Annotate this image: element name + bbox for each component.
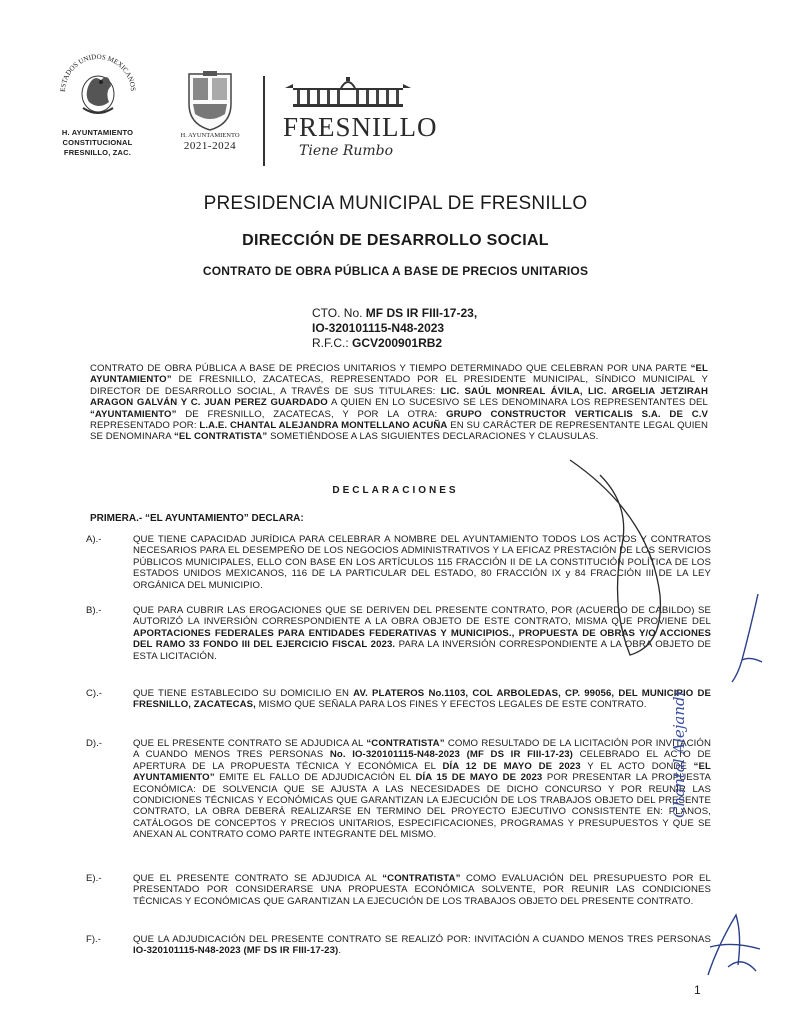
- coat-of-arms-logo: [40, 42, 155, 158]
- clause-text-part: QUE TIENE CAPACIDAD JURÍDICA PARA CELEBRAR A NOMBRE DEL AYUNTAMIENTO TODOS LOS ACTOS Y CONTRATOS NECESARIOS PARA EL DESEMPEÑO DE LOS NEGOCIOS ADMINISTRATIVOS Y LA EFICAZ PRESTACIÓN DE LOS SERVICIOS PÚBLICOS MUNICIPALES, ELLO CON BASE EN LOS ARTÍCULOS 115 FRACCIÓN II DE LA CONSTITUCIÓN POLÍTICA DE LOS ESTADOS UNIDOS MEXICANOS, 116 DE LA PARTICULAR DEL ESTADO, 80 FRACCIÓN IX y 84 FRACCIÓN III DE LA LEY ORGÁNICA DEL MUNICIPIO.: [133, 534, 711, 591]
- handwritten-signature-icon: [666, 690, 692, 820]
- title-contrato: CONTRATO DE OBRA PÚBLICA A BASE DE PRECIOS UNITARIOS: [202, 264, 589, 278]
- clause-label: D).-: [86, 738, 102, 749]
- header-divider: [263, 76, 265, 166]
- clause-text-part: POR PRESENTAR LA PROPUESTA ECONÓMICA: DE SOLVENCIA QUE SE AJUSTA A LAS NECESIDADES DE DICHO CONCURSO Y POR REUNIR LAS CONDICIONES TÉCNICAS Y ECONÓMICAS QUE GARANTIZAN LA EJECUCIÓN DE LOS TRABAJOS OBJETO DEL PRESENTE CONTRATO, LA OBRA DEBERÁ REALIZARSE EN TERMINO DEL PROYECTO EJECUTIVO CONSISTENTE EN: PLANOS, CATÁLOGOS DE CONCEPTOS Y PRECIOS UNITARIOS, ESPECIFICACIONES, PROGRAMAS Y PRESUPUESTOS Y QUE SE ANEXAN AL CONTRATO COMO PARTE INTEGRANTE DEL MISMO.: [133, 772, 711, 841]
- clause-text-part: COMO RESULTADO DE LA LICITACIÓN POR INVITACIÓN A CUANDO MENOS TRES PERSONAS: [133, 738, 711, 761]
- primera-heading: PRIMERA.- “EL AYUNTAMIENTO” DECLARA:: [90, 513, 304, 524]
- intro-bold: “EL AYUNTAMIENTO”: [90, 363, 708, 386]
- clause-label: A).-: [86, 534, 102, 545]
- intro-text: REPRESENTADO POR:: [90, 420, 200, 432]
- intro-text: DE FRESNILLO, ZACATECAS, Y POR LA OTRA:: [176, 408, 447, 420]
- clause-text-part: QUE LA ADJUDICACIÓN DEL PRESENTE CONTRATO SE REALIZÓ POR: INVITACIÓN A CUANDO MENOS TRES PERSONAS: [133, 934, 711, 945]
- clause-text-part: PARA LA INVERSIÓN CORRESPONDIENTE A LA OBRA OBJETO DE ESTA LICITACIÓN.: [133, 639, 711, 662]
- clause-text-part: COMO EVALUACIÓN DEL PRESUPUESTO POR EL PRESENTADO POR CONSIDERARSE UNA PROPUESTA ECONÓMICA SOLVENTE, POR REUNIR LAS CONDICIONES TÉCNICAS Y ECONÓMICAS QUE GARANTIZAN LA EJECUCIÓN DE LOS TRABAJOS OBJETO DEL PRESENTE CONTRATO.: [133, 873, 711, 907]
- declaraciones-heading: DECLARACIONES: [332, 485, 459, 496]
- rfc-value: GCV200901RB2: [352, 336, 443, 350]
- eagle-seal-icon: [53, 42, 143, 122]
- logo2-caption: H. AYUNTAMIENTO: [180, 132, 240, 139]
- title-presidencia: PRESIDENCIA MUNICIPAL DE FRESNILLO: [203, 193, 588, 214]
- page-number: 1: [694, 983, 701, 997]
- brand-tagline: Tiene Rumbo: [299, 143, 394, 159]
- clause-text-part: .: [338, 945, 342, 957]
- initial-mark-top: [728, 590, 768, 690]
- city-skyline-icon: [283, 74, 413, 108]
- clause-text-part: QUE EL PRESENTE CONTRATO SE ADJUDICA AL: [133, 738, 367, 749]
- intro-bold: GRUPO CONSTRUCTOR VERTICALIS S.A. DE C.V: [446, 408, 708, 420]
- io-value: IO-320101115-N48-2023: [312, 321, 445, 335]
- title-direccion: DIRECCIÓN DE DESARROLLO SOCIAL: [242, 232, 549, 249]
- clause-text: [133, 934, 711, 957]
- logo2-years: 2021-2024: [183, 140, 237, 152]
- municipal-shield-logo: [170, 70, 250, 152]
- intro-bold: “EL CONTRATISTA”: [174, 431, 268, 443]
- intro-text: DE FRESNILLO, ZACATECAS, REPRESENTADO POR EL PRESIDENTE MUNICIPAL, SÍNDICO MUNICIPAL Y DIRECTOR DE DESARROLLO SOCIAL, A TRAVÉS DE SUS TITULARES:: [90, 374, 708, 397]
- intro-text: EN SU CARÁCTER DE REPRESENTANTE LEGAL QUIEN SE DENOMINARA: [90, 420, 708, 443]
- seal-arc-text: ESTADOS UNIDOS MEXICANOS: [58, 52, 137, 93]
- clause-bold-part: AV. PLATEROS No.1103, COL ARBOLEDAS, CP. 99056, DEL MUNICIPIO DE FRESNILLO, ZACATECAS,: [133, 688, 711, 711]
- intro-bold: L.A.E. CHANTAL ALEJANDRA MONTELLANO ACUÑA: [199, 420, 448, 432]
- vertical-signature: [666, 690, 692, 820]
- brand-name: FRESNILLO: [283, 112, 438, 142]
- clause-label: C).-: [86, 688, 102, 699]
- clause-bold-part: DÍA 12 DE MAYO DE 2023: [442, 760, 581, 772]
- clause-text: [133, 873, 711, 907]
- shield-icon: [185, 70, 235, 132]
- clause-text: [133, 738, 711, 841]
- initial-mark-bottom: [698, 905, 768, 980]
- cto-value: MF DS IR FIII-17-23,: [365, 306, 478, 320]
- fresnillo-brand-logo: [283, 74, 443, 159]
- clause-bold-part: “CONTRATISTA”: [366, 738, 445, 749]
- clause-text-part: EMITE EL FALLO DE ADJUDICACIÓN EL: [214, 772, 416, 784]
- signature-name: Chantal Alejandra: [670, 690, 688, 818]
- clause-bold-part: DÍA 15 DE MAYO DE 2023: [415, 772, 543, 784]
- clause-text-part: QUE EL PRESENTE CONTRATO SE ADJUDICA AL: [133, 873, 383, 884]
- contract-reference: [312, 306, 477, 351]
- intro-bold: LIC. SAÚL MONREAL ÁVILA, LIC. ARGELIA JETZIRAH ARAGON GALVÁN Y C. JUAN PEREZ GUARDADO: [90, 385, 708, 409]
- clause-bold-part: IO-320101115-N48-2023 (MF DS IR FIII-17-23): [133, 945, 339, 957]
- intro-text: A QUIEN EN LO SUCESIVO SE LES DENOMINARA LOS REPRESENTANTES DEL: [327, 397, 708, 409]
- cto-label: CTO. No.: [312, 306, 366, 320]
- clause-text-part: MISMO QUE SEÑALA PARA LOS FINES Y EFECTOS LEGALES DE ESTE CONTRATO.: [255, 699, 647, 711]
- intro-bold: “AYUNTAMIENTO”: [90, 408, 177, 420]
- intro-text: CONTRATO DE OBRA PÚBLICA A BASE DE PRECIOS UNITARIOS Y TIEMPO DETERMINADO QUE CELEBRAN POR UNA PARTE: [90, 363, 691, 374]
- logo1-caption-line3: FRESNILLO, ZAC.: [63, 148, 132, 157]
- clause-text-part: Y EL ACTO DONDE: [580, 760, 694, 772]
- intro-paragraph: [90, 363, 708, 443]
- clause-text-part: QUE PARA CUBRIR LAS EROGACIONES QUE SE DERIVEN DEL PRESENTE CONTRATO, POR (ACUERDO DE CABILDO) SE AUTORIZÓ LA INVERSIÓN CORRESPONDIENTE A LA OBRA OBJETO DE ESTE CONTRATO, MISMA QUE PROVIENE DEL: [133, 605, 711, 628]
- clause-label: F).-: [86, 934, 101, 945]
- clause-label: E).-: [86, 873, 102, 884]
- clause-label: B).-: [86, 605, 102, 616]
- clause-bold-part: APORTACIONES FEDERALES PARA ENTIDADES FEDERATIVAS Y MUNICIPIOS., PROPUESTA DE OBRAS Y/O ACCIONES DEL RAMO 33 FONDO III DEL EJERCICIO FISCAL 2023.: [133, 627, 711, 651]
- intro-text: SOMETIÉNDOSE A LAS SIGUIENTES DECLARACIONES Y CLAUSULAS.: [267, 431, 599, 443]
- clause-text: [133, 688, 711, 711]
- logo1-caption-line2: CONSTITUCIONAL: [62, 138, 133, 147]
- clause-text-part: QUE TIENE ESTABLECIDO SU DOMICILIO EN: [133, 688, 354, 699]
- clause-bold-part: “CONTRATISTA”: [382, 873, 461, 884]
- logo1-caption-line1: H. AYUNTAMIENTO: [61, 128, 134, 137]
- clause-bold-part: No. IO-320101115-N48-2023 (MF DS IR FIII-17-23): [329, 749, 573, 761]
- rfc-label: R.F.C.:: [312, 336, 353, 350]
- signature-loop-mark: [560, 455, 680, 665]
- clause-bold-part: “EL AYUNTAMIENTO”: [133, 760, 711, 784]
- clause-text-part: CELEBRADO EL ACTO DE APERTURA DE LA PROPUESTA TÉCNICA Y ECONÓMICA EL: [133, 749, 711, 772]
